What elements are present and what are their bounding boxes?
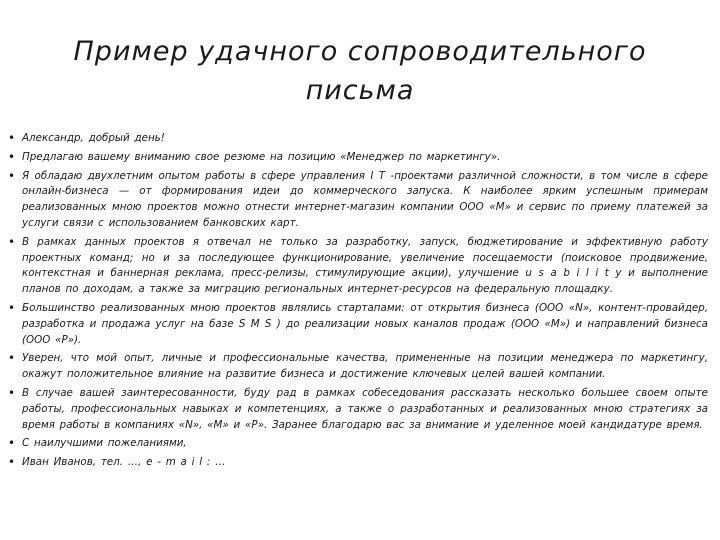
bullet-list xyxy=(8,131,708,471)
bullet-experience: • Я обладаю двухлетним опытом работы в сфере управления I T -проектами различной сложности, в том числе в сфере онлайн-бизнеса — от формирования идеи до коммерческого запуска. К наиболее ярким успешным примерам реализованных мною проектов можно отнести интернет-магазин компании ООО «М» и сервис по приему платежей за услуги связи с использованием банковских карт. xyxy=(8,169,708,232)
bullet-signature: • Иван Иванов, тел. …, e - m a i l : … xyxy=(8,455,708,471)
bullet-responsibilities: • В рамках данных проектов я отвечал не только за разработку, запуск, бюджетирование и эффективную работу проектных команд; но и за последующее функционирование, увеличение посещаемости (поисковое продвижение, контекстная и баннерная реклама, пресс-релизы, стимулирующие акции), улучшение u s a b i l i t y и выполнение планов по доходам, а также за миграцию региональных интернет-ресурсов на федеральную площадку. xyxy=(8,235,708,298)
bullet-startups: • Большинство реализованных мною проектов являлись стартапами: от открытия бизнеса (ООО «N», контент-провайдер, разработка и продажа услуг на базе S M S ) до реализации новых каналов продаж (ООО «М») и направлений бизнеса (ООО «Р»). xyxy=(8,301,708,348)
bullet-intro: • Предлагаю вашему вниманию свое резюме на позицию «Менеджер по маркетингу». xyxy=(8,150,708,166)
bullet-interview: • В случае вашей заинтересованности, буду рад в рамках собеседования рассказать несколько большее своем опыте работы, профессиональных навыках и компетенциях, а также о разработанных и реализованных мною стратегиях за время работы в компаниях «N», «M» и «P». Заранее благодарю вас за внимание и уделенное моей кандидатуре время. xyxy=(8,386,708,433)
slide-title: Пример удачного сопроводительного письма xyxy=(73,36,647,106)
bullet-closing: • С наилучшими пожеланиями, xyxy=(8,436,708,452)
bullet-confidence: • Уверен, что мой опыт, личные и профессиональные качества, примененные на позиции менеджера по маркетингу, окажут положительное влияние на развитие бизнеса и достижение ключевых целей вашей компании. xyxy=(8,351,708,383)
bullet-greeting: • Александр, добрый день! xyxy=(8,131,708,147)
